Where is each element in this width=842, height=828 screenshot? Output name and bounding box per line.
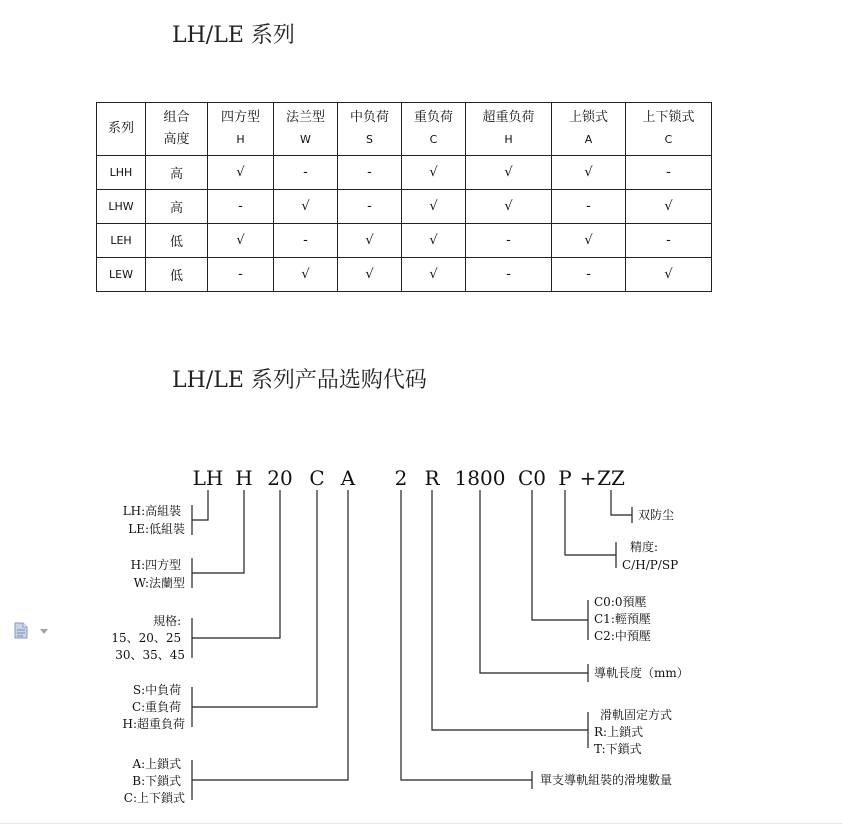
table-cell: √ (274, 190, 338, 224)
header-top-lock: 上锁式 A (552, 103, 626, 156)
table-cell: √ (466, 190, 552, 224)
code-segments (193, 466, 625, 490)
note-rail-fixing: 滑軌固定方式 R:上鎖式 T:下鎖式 (594, 708, 673, 756)
header-series: 系列 (97, 103, 146, 156)
table-cell: √ (626, 190, 712, 224)
ordering-code-heading: LH/LE 系列产品选购代码 (172, 368, 427, 393)
table-cell: - (338, 190, 402, 224)
note-precision: 精度: C/H/P/SP (622, 540, 679, 572)
connector-line (192, 490, 208, 520)
table-cell: - (552, 190, 626, 224)
table-cell: - (274, 156, 338, 190)
connector-line (192, 490, 280, 638)
table-cell: - (338, 156, 402, 190)
code-segment-block-count: 2 (394, 466, 408, 490)
table-cell: - (626, 156, 712, 190)
table-cell: - (626, 224, 712, 258)
code-segment-plus: + (579, 466, 597, 490)
table-cell: √ (402, 224, 466, 258)
table-cell: √ (402, 190, 466, 224)
left-notes (111, 503, 185, 805)
table-cell: - (208, 258, 274, 292)
chevron-down-icon[interactable] (40, 629, 48, 634)
connector-line (611, 490, 632, 515)
code-segment-rail-length: 1800 (454, 466, 506, 490)
note-load-type: S:中負荷 C:重負荷 H:超重負荷 (122, 683, 185, 731)
table-cell: √ (466, 156, 552, 190)
table-cell: - (274, 224, 338, 258)
code-segment-lock: A (340, 466, 356, 490)
code-segment-series: LH (192, 466, 224, 490)
table-cell: √ (208, 156, 274, 190)
table-cell: LHW (97, 190, 146, 224)
table-cell: LEW (97, 258, 146, 292)
header-flange: 法兰型 W (274, 103, 338, 156)
table-cell: 高 (146, 156, 208, 190)
document-icon[interactable] (14, 622, 28, 639)
connector-line (192, 490, 348, 780)
connector-line (480, 490, 588, 673)
table-cell: √ (208, 224, 274, 258)
table-cell: 高 (146, 190, 208, 224)
note-size-spec: 規格: 15、20、25 30、35、45 (111, 614, 185, 662)
table-cell: √ (402, 156, 466, 190)
code-segment-preload: C0 (517, 466, 547, 490)
connector-lines (192, 490, 632, 800)
header-medium-load: 中负荷 S (338, 103, 402, 156)
series-heading: LH/LE 系列 (172, 23, 295, 48)
code-segment-precision: P (558, 466, 572, 490)
note-block-count: 單支導軌組裝的滑塊數量 (540, 773, 673, 787)
header-super-heavy-load: 超重负荷 H (466, 103, 552, 156)
table-cell: √ (402, 258, 466, 292)
connector-line (401, 490, 532, 780)
code-segment-load: C (309, 466, 325, 490)
table-cell: 低 (146, 224, 208, 258)
table-cell: √ (552, 156, 626, 190)
right-notes (540, 507, 689, 787)
note-rail-length: 導軌長度（mm） (594, 666, 689, 680)
table-cell: LEH (97, 224, 146, 258)
table-cell: - (466, 224, 552, 258)
table-cell: - (208, 190, 274, 224)
connector-line (192, 490, 317, 707)
table-cell: √ (338, 224, 402, 258)
header-top-bottom-lock: 上下锁式 C (626, 103, 712, 156)
table-cell: √ (338, 258, 402, 292)
table-cell: √ (552, 224, 626, 258)
table-cell: LHH (97, 156, 146, 190)
note-preload: C0:0預壓 C1:輕預壓 C2:中預壓 (594, 595, 651, 643)
note-dust-seal: 双防尘 (638, 508, 675, 522)
table-cell: 低 (146, 258, 208, 292)
header-square: 四方型 H (208, 103, 274, 156)
code-segment-rail-fixing: R (424, 466, 440, 490)
connector-line (565, 490, 616, 555)
page-bottom-edge (0, 823, 842, 824)
note-assembly-height: LH:高組裝 LE:低組裝 (122, 504, 185, 536)
code-segment-dust-seal: ZZ (597, 466, 625, 490)
table-cell: √ (626, 258, 712, 292)
header-height: 组合 高度 (146, 103, 208, 156)
code-segment-size: 20 (267, 466, 293, 490)
table-cell: - (466, 258, 552, 292)
table-cell: - (552, 258, 626, 292)
connector-line (192, 490, 244, 573)
table-cell: √ (274, 258, 338, 292)
header-heavy-load: 重负荷 C (402, 103, 466, 156)
code-segment-shape: H (235, 466, 253, 490)
note-block-shape: H:四方型 W:法蘭型 (130, 558, 185, 590)
note-lock-type: A:上鎖式 B:下鎖式 C:上下鎖式 (123, 757, 185, 805)
